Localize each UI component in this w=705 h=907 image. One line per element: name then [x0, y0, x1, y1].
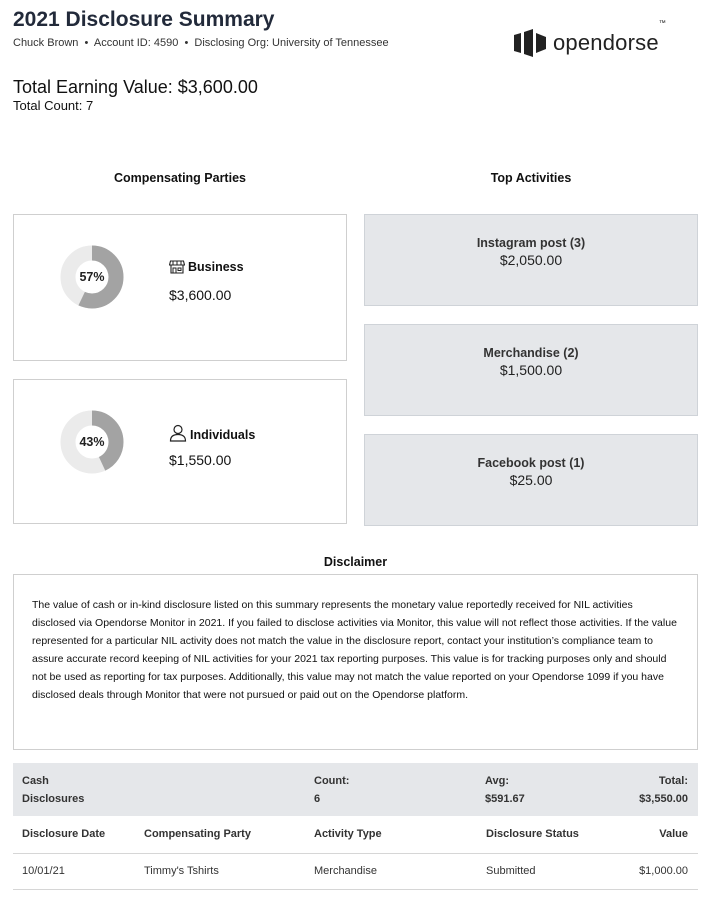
- athlete-name: Chuck Brown: [13, 37, 79, 49]
- activity-amount: $25.00: [509, 472, 553, 488]
- separator-dot: •: [184, 37, 189, 49]
- column-header-activity: Activity Type: [314, 828, 382, 840]
- avg-value: $591.67: [485, 793, 525, 805]
- cell-status: Submitted: [486, 865, 536, 877]
- activity-card: [364, 324, 698, 416]
- activity-card: [364, 434, 698, 526]
- activity-name: Instagram post (3): [476, 236, 586, 250]
- count-label: Count:: [314, 775, 350, 787]
- column-header-value: Value: [659, 828, 688, 840]
- cash-disclosures-summary: [13, 763, 698, 816]
- top-activities-heading: Top Activities: [490, 171, 572, 185]
- logo-trademark: ™: [658, 20, 666, 27]
- cell-date: 10/01/21: [22, 865, 65, 877]
- business-percent-label: 57%: [79, 270, 105, 284]
- disclaimer-heading: Disclaimer: [323, 555, 388, 569]
- party-card-business: [13, 214, 347, 361]
- activity-name: Merchandise (2): [483, 346, 579, 360]
- separator-dot: •: [84, 37, 89, 49]
- count-value: 6: [314, 793, 321, 805]
- party-card-individuals: [13, 379, 347, 524]
- business-amount: $3,600.00: [169, 287, 232, 303]
- activity-name: Facebook post (1): [477, 456, 585, 470]
- cell-party: Timmy's Tshirts: [144, 865, 219, 877]
- individuals-name: [169, 424, 255, 442]
- logo-name: opendorse: [553, 30, 659, 55]
- cash-label-line2: Disclosures: [22, 793, 85, 805]
- table-divider: [13, 853, 698, 854]
- individuals-percent-label: 43%: [79, 435, 105, 449]
- individuals-label: Individuals: [190, 428, 256, 442]
- account-id: Account ID: 4590: [93, 37, 179, 49]
- activity-amount: $2,050.00: [499, 252, 563, 268]
- activity-card: [364, 214, 698, 306]
- disclosing-org: Disclosing Org: University of Tennessee: [194, 37, 389, 49]
- business-name: [169, 260, 244, 274]
- individuals-donut-chart: [60, 410, 124, 474]
- activity-amount: $1,500.00: [499, 362, 563, 378]
- disclaimer-box: [13, 574, 698, 750]
- cash-average: [485, 772, 525, 808]
- cell-activity: Merchandise: [314, 865, 377, 877]
- cash-count: [314, 772, 349, 808]
- column-header-party: Compensating Party: [144, 828, 251, 840]
- individuals-amount: $1,550.00: [169, 452, 232, 468]
- business-label: Business: [188, 260, 244, 274]
- storefront-icon: [169, 260, 185, 274]
- cash-total: [639, 772, 688, 808]
- column-header-date: Disclosure Date: [22, 828, 106, 840]
- disclaimer-text: The value of cash or in-kind disclosure listed on this summary represents the monetary value reportedly received for NIL activities disclosed via Opendorse Monitor in 2021. If you failed to disclose activities via Monitor, this value will not reflect those activities. If the value represented for a particular NIL activity does not match the value in the disclosure report, contact your institution’s compliance team to assure accurate record keeping of NIL activities for your 2021 tax reporting purposes. This value is for tracking purposes only and should not be used as reporting for tax purposes. Additionally, this value may not match the value reported on your Opendorse 1099 if you have disclosed deals through Monitor that were not pursued or paid out on the Opendorse platform.: [32, 599, 677, 701]
- total-label: Total:: [658, 775, 688, 787]
- total-value: $3,550.00: [639, 793, 688, 805]
- page-title: 2021 Disclosure Summary: [13, 8, 275, 31]
- business-donut-chart: [60, 245, 124, 309]
- total-count: Total Count: 7: [13, 98, 94, 113]
- avg-label: Avg:: [485, 775, 510, 787]
- column-header-status: Disclosure Status: [486, 828, 579, 840]
- opendorse-logo: [513, 20, 666, 58]
- opendorse-mark-icon: [513, 28, 548, 58]
- cash-label-line1: Cash: [22, 775, 49, 787]
- cash-disclosures-label: [22, 772, 84, 808]
- account-summary-line: [13, 37, 389, 49]
- cell-value: $1,000.00: [639, 865, 688, 877]
- person-icon: [169, 424, 187, 442]
- compensating-parties-heading: Compensating Parties: [114, 171, 246, 185]
- total-earning-value: Total Earning Value: $3,600.00: [13, 77, 258, 97]
- table-divider: [13, 889, 698, 890]
- logo-wordmark: [553, 20, 666, 56]
